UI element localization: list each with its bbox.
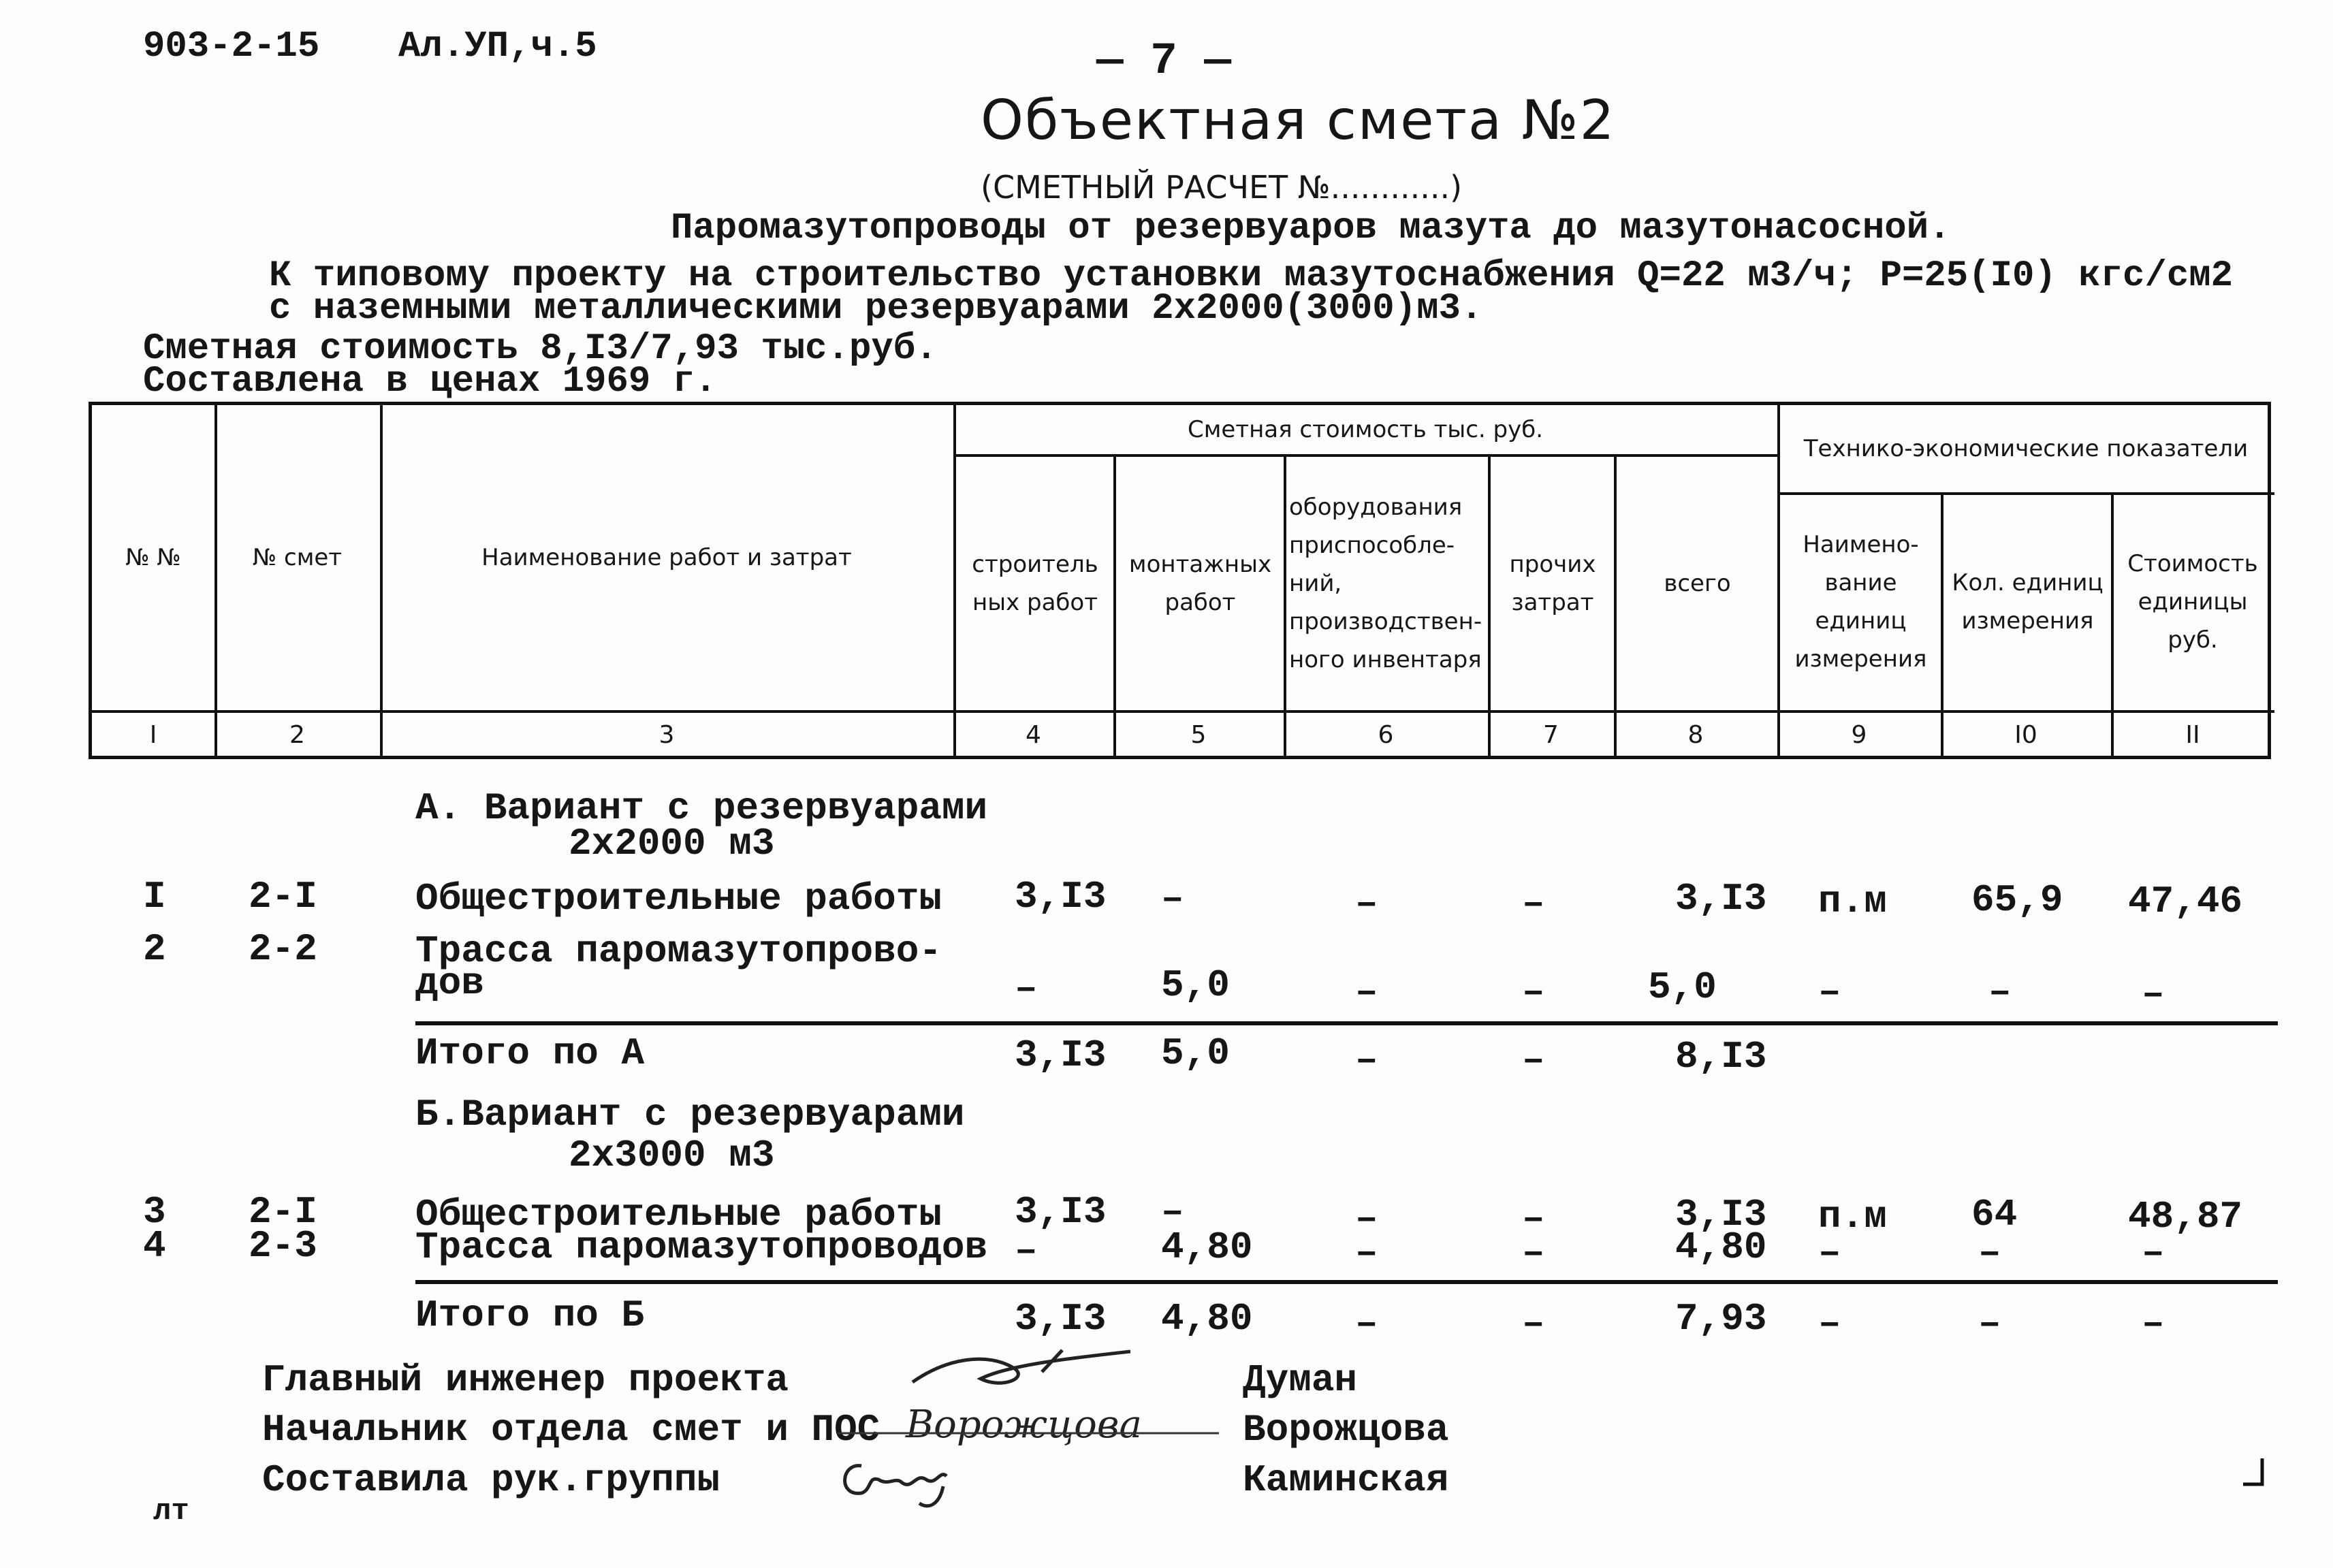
signature-role-chief-engineer: Главный инженер проекта: [262, 1358, 789, 1402]
unit-quantity: –: [1988, 970, 2012, 1014]
col-number-3: 3: [658, 720, 675, 749]
col-number-11: II: [2185, 720, 2200, 749]
object-name: Паромазутопроводы от резервуаров мазута до мазутонасосной.: [671, 208, 1951, 249]
group-header-tech: Технико-экономические показатели: [1803, 435, 2249, 462]
col-header-6: оборудования приспособле- ний, производствен- ного инвентаря: [1289, 494, 1482, 673]
work-name: Трасса паромазутопроводов: [415, 1226, 988, 1269]
cost-total: 7,93: [1675, 1297, 1767, 1341]
col-number-8: 8: [1687, 720, 1704, 749]
section-a-title: А. Вариант с резервуарами: [415, 786, 988, 830]
unit-quantity: 64: [1971, 1193, 2018, 1236]
estimate-number: 2-2: [249, 927, 317, 971]
cost-equipment: –: [1355, 970, 1378, 1014]
footer-mark: лт: [153, 1494, 189, 1529]
cost-other: –: [1522, 1231, 1545, 1275]
cost-equipment: –: [1355, 1197, 1378, 1241]
cost-total: 5,0: [1648, 965, 1717, 1009]
unit-name: –: [1818, 1302, 1841, 1345]
section-b-title: Б.Вариант с резервуарами: [415, 1093, 965, 1136]
row-number: 3: [143, 1190, 166, 1234]
cost-other: –: [1522, 1038, 1545, 1082]
estimated-cost: Сметная стоимость 8,I3/7,93 тыс.руб.: [143, 328, 938, 370]
signature-scribble-kaminskaya: [834, 1449, 970, 1514]
work-name-continued: дов: [415, 961, 484, 1005]
cost-other: –: [1522, 970, 1545, 1014]
project-line-2: с наземными металлическими резервуарами 2х2000(3000)м3.: [269, 288, 1483, 330]
unit-name: –: [1818, 970, 1841, 1014]
cost-construction: –: [1015, 967, 1038, 1010]
unit-quantity: –: [1978, 1302, 2001, 1345]
cost-construction: 3,I3: [1015, 1190, 1107, 1234]
cost-total: 3,I3: [1675, 877, 1767, 921]
cost-installation: 5,0: [1161, 1031, 1230, 1075]
col-header-8: всего: [1664, 570, 1731, 597]
group-header-cost: Сметная стоимость тыс. руб.: [1187, 416, 1544, 443]
work-name: Общестроительные работы: [415, 1193, 942, 1236]
unit-quantity: –: [1978, 1231, 2001, 1275]
document-code: 903-2-15: [143, 26, 320, 67]
col-number-7: 7: [1543, 720, 1559, 749]
cost-installation: 4,80: [1161, 1226, 1253, 1269]
work-name: Трасса паромазутопрово-: [415, 929, 942, 973]
col-number-9: 9: [1851, 720, 1867, 749]
row-number: I: [143, 875, 166, 918]
estimate-number: 2-3: [249, 1224, 317, 1268]
section-b-subtitle: 2х3000 м3: [569, 1134, 775, 1177]
col-number-10: I0: [2014, 720, 2037, 749]
cost-total: 4,80: [1675, 1226, 1767, 1269]
cost-total: 3,I3: [1675, 1193, 1767, 1236]
col-header-4: строитель ных работ: [972, 551, 1098, 616]
cost-other: –: [1522, 882, 1545, 925]
unit-name: –: [1818, 1231, 1841, 1275]
cost-installation: –: [1161, 1190, 1184, 1234]
col-header-10: Кол. единиц измерения: [1952, 569, 2104, 635]
col-header-11: Стоимость единицы руб.: [2127, 550, 2258, 654]
signature-name-chief-engineer: Думан: [1243, 1358, 1358, 1402]
estimate-table-header: [89, 402, 2271, 759]
col-number-4: 4: [1026, 720, 1041, 749]
col-header-5: монтажных работ: [1128, 551, 1272, 616]
subtotal-label: Итого по А: [415, 1031, 645, 1075]
signature-name-group-lead: Каминская: [1243, 1458, 1449, 1502]
cost-other: –: [1522, 1302, 1545, 1345]
cost-equipment: –: [1355, 1302, 1378, 1345]
col-number-5: 5: [1190, 720, 1207, 749]
cost-other: –: [1522, 1197, 1545, 1241]
col-number-6: 6: [1378, 720, 1394, 749]
cost-equipment: –: [1355, 1038, 1378, 1082]
col-header-9: Наимено- вание единиц измерения: [1794, 531, 1927, 673]
col-header-2: № смет: [252, 544, 343, 571]
signature-name-head-of-department: Ворожцова: [1243, 1408, 1449, 1452]
signature-role-group-lead: Составила рук.группы: [262, 1458, 720, 1502]
cost-construction: 3,I3: [1015, 1297, 1107, 1341]
section-a-subtitle: 2х2000 м3: [569, 822, 775, 865]
page-number: — 7 —: [1096, 35, 1232, 86]
estimate-number: 2-I: [249, 875, 317, 918]
work-name: Общестроительные работы: [415, 877, 942, 921]
unit-cost: –: [2142, 972, 2165, 1016]
signature-role-head-of-department: Начальник отдела смет и ПОС: [262, 1408, 880, 1452]
col-number-2: 2: [289, 720, 305, 749]
unit-cost: 48,87: [2128, 1195, 2243, 1238]
page-subtitle: (СМЕТНЫЙ РАСЧЕТ №............): [981, 169, 1463, 206]
estimate-number: 2-I: [249, 1190, 317, 1234]
signature-scribble-duman: [906, 1345, 1171, 1406]
col-header-7: прочих затрат: [1509, 551, 1596, 616]
subtotal-rule: [415, 1021, 2278, 1025]
signature-handwritten-vorozhtsova: Ворожцова: [906, 1403, 1142, 1447]
row-number: 4: [143, 1224, 166, 1268]
cost-construction: 3,I3: [1015, 875, 1107, 918]
cost-construction: 3,I3: [1015, 1034, 1107, 1077]
cost-construction: –: [1015, 1229, 1038, 1273]
col-number-1: I: [149, 720, 157, 749]
cost-installation: –: [1161, 877, 1184, 921]
corner-mark-icon: [2240, 1457, 2268, 1491]
subtotal-rule: [415, 1280, 2278, 1284]
unit-name: п.м: [1818, 880, 1887, 923]
cost-total: 8,I3: [1675, 1035, 1767, 1078]
unit-cost: –: [2142, 1302, 2165, 1345]
unit-quantity: 65,9: [1971, 878, 2063, 922]
page-title: Объектная смета №2: [981, 89, 1616, 152]
subtotal-label: Итого по Б: [415, 1294, 645, 1337]
unit-cost: –: [2142, 1231, 2165, 1275]
row-number: 2: [143, 927, 166, 971]
col-header-1: № №: [125, 544, 181, 571]
album-reference: Ал.УП,ч.5: [398, 26, 597, 67]
cost-equipment: –: [1355, 1231, 1378, 1275]
cost-installation: 4,80: [1161, 1297, 1253, 1341]
signature-underline: [838, 1426, 1219, 1440]
price-year: Составлена в ценах 1969 г.: [143, 361, 717, 402]
cost-installation: 5,0: [1161, 963, 1230, 1007]
project-line-1: К типовому проекту на строительство установки мазутоснабжения Q=22 м3/ч; P=25(I0) кгс/см2: [269, 255, 2234, 297]
unit-name: п.м: [1818, 1195, 1887, 1238]
cost-equipment: –: [1355, 882, 1378, 925]
unit-cost: 47,46: [2128, 880, 2243, 923]
col-header-3: Наименование работ и затрат: [481, 544, 852, 571]
